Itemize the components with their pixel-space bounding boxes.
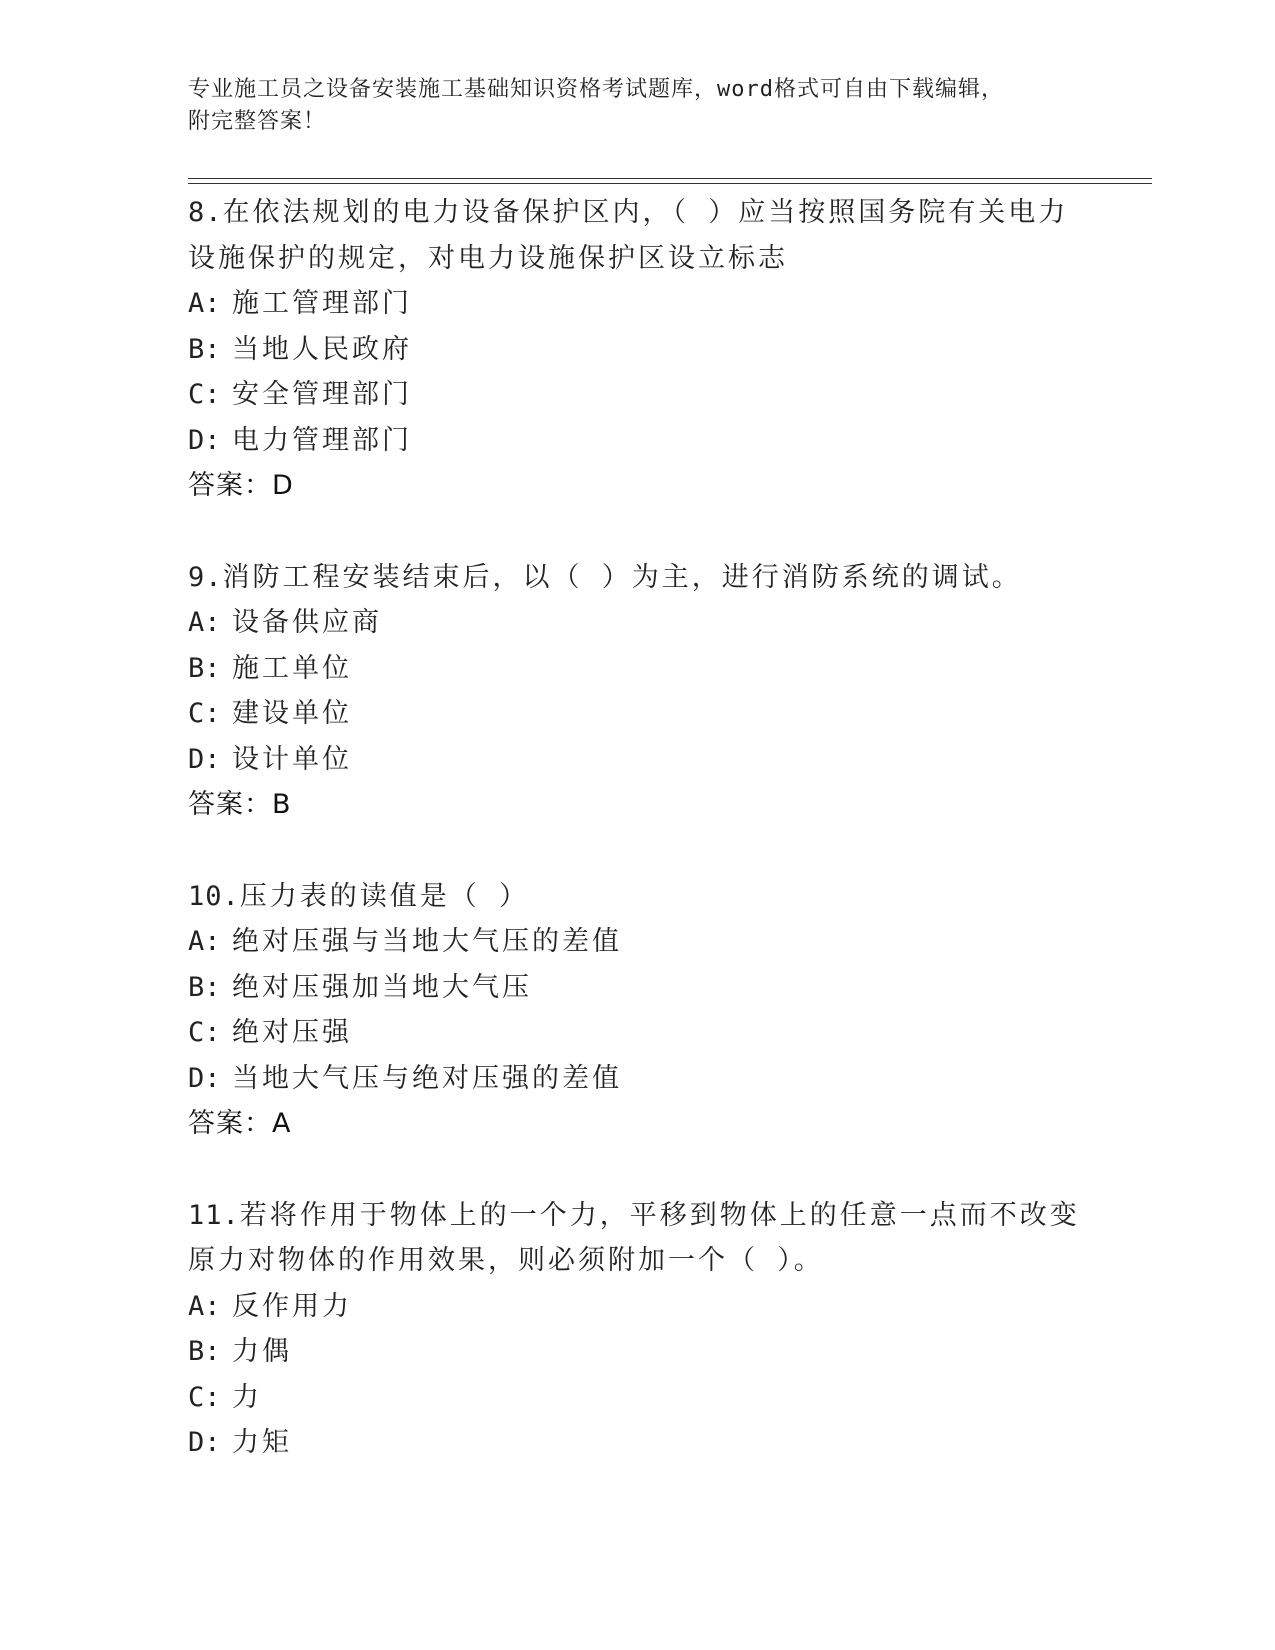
header-line-1: 专业施工员之设备安装施工基础知识资格考试题库，word格式可自由下载编辑，	[188, 77, 1004, 102]
option-text: 力矩	[232, 1427, 292, 1458]
option-text: 当地人民政府	[232, 333, 412, 365]
header-rule-bottom	[188, 183, 1152, 184]
option-key: B:	[188, 1336, 221, 1367]
option-key: C:	[188, 698, 221, 729]
header-rule-top	[188, 178, 1152, 179]
option-a	[188, 281, 1088, 327]
option-text: 绝对压强与当地大气压的差值	[232, 926, 622, 957]
option-a	[188, 600, 1088, 646]
answer: 答案：D	[188, 470, 294, 501]
option-key: D:	[188, 1062, 221, 1094]
option-text: 绝对压强	[232, 1017, 352, 1048]
option-key: A:	[188, 607, 221, 638]
option-key: C:	[188, 1381, 221, 1413]
option-text: 力偶	[232, 1336, 292, 1367]
option-key: D:	[188, 1427, 221, 1458]
option-d	[188, 1056, 1088, 1102]
option-key: B:	[188, 971, 221, 1003]
option-key: B:	[188, 333, 221, 365]
answer: 答案：B	[188, 789, 292, 820]
option-text: 电力管理部门	[232, 424, 412, 456]
option-b	[188, 965, 1088, 1011]
option-text: 施工管理部门	[232, 288, 412, 319]
option-text: 力	[232, 1381, 262, 1413]
question-11	[188, 1193, 1088, 1466]
option-key: A:	[188, 1290, 221, 1322]
option-d	[188, 418, 1088, 464]
option-c	[188, 372, 1088, 418]
option-text: 设备供应商	[232, 607, 382, 638]
option-a	[188, 919, 1088, 965]
option-key: D:	[188, 743, 221, 775]
option-text: 绝对压强加当地大气压	[232, 971, 532, 1003]
question-10	[188, 874, 1088, 1147]
option-text: 当地大气压与绝对压强的差值	[232, 1062, 622, 1094]
option-key: D:	[188, 424, 221, 456]
option-c	[188, 691, 1088, 737]
question-number: 8.	[188, 197, 223, 228]
option-c	[188, 1375, 1088, 1421]
option-key: A:	[188, 926, 221, 957]
option-text: 施工单位	[232, 652, 352, 684]
question-text: 若将作用于物体上的一个力，平移到物体上的任意一点而不改变原力对物体的作用效果，则必须附加一个（ ）。	[188, 1199, 1080, 1276]
question-text: 压力表的读值是（ ）	[239, 880, 530, 912]
header-line-2: 附完整答案！	[188, 109, 327, 134]
option-b	[188, 327, 1088, 373]
option-key: B:	[188, 652, 221, 684]
question-text: 消防工程安装结束后，以（ ）为主，进行消防系统的调试。	[222, 561, 1022, 593]
option-key: C:	[188, 379, 221, 410]
option-text: 设计单位	[232, 743, 352, 775]
option-text: 安全管理部门	[232, 379, 412, 410]
option-text: 建设单位	[232, 698, 352, 729]
question-number: 9.	[188, 561, 223, 593]
question-9	[188, 555, 1088, 828]
answer: 答案：A	[188, 1108, 292, 1139]
document-header	[188, 74, 1068, 138]
option-key: C:	[188, 1017, 221, 1048]
question-8	[188, 190, 1088, 509]
option-a	[188, 1284, 1088, 1330]
option-key: A:	[188, 288, 221, 319]
option-text: 反作用力	[232, 1290, 352, 1322]
question-number: 11.	[188, 1199, 240, 1231]
option-c	[188, 1010, 1088, 1056]
option-b	[188, 1329, 1088, 1375]
question-stem	[188, 555, 1088, 601]
option-d	[188, 1420, 1088, 1466]
question-stem	[188, 190, 1088, 281]
option-d	[188, 737, 1088, 783]
question-text: 在依法规划的电力设备保护区内，（ ）应当按照国务院有关电力设施保护的规定，对电力设施保护区设立标志	[188, 197, 1069, 274]
question-list	[188, 190, 1088, 1512]
option-b	[188, 646, 1088, 692]
question-number: 10.	[188, 880, 240, 912]
question-stem	[188, 1193, 1088, 1284]
question-stem	[188, 874, 1088, 920]
